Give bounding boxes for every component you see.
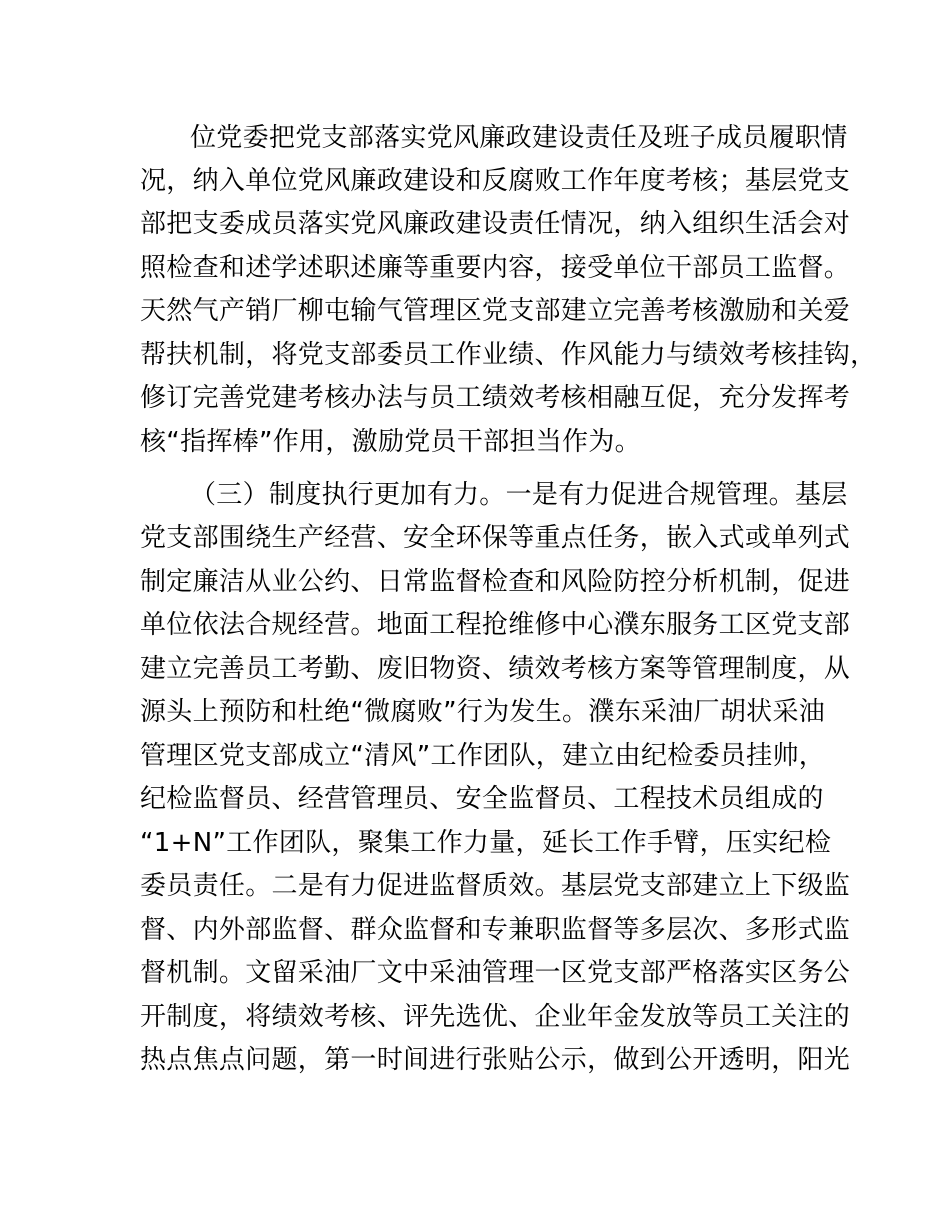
paragraph-2-line-5: 建立完善员工考勤、废旧物资、绩效考核方案等管理制度，从 bbox=[140, 654, 851, 684]
paragraph-2-line-10: 委员责任。二是有力促进监督质效。基层党支部建立上下级监 bbox=[140, 871, 851, 901]
paragraph-2-line-3: 制定廉洁从业公约、日常监督检查和风险防控分析机制，促进 bbox=[140, 567, 851, 597]
paragraph-1-line-2: 况，纳入单位党风廉政建设和反腐败工作年度考核；基层党支 bbox=[140, 166, 851, 196]
paragraph-1-line-4: 照检查和述学述职述廉等重要内容，接受单位干部员工监督。 bbox=[140, 253, 851, 283]
paragraph-2-line-14: 热点焦点问题，第一时间进行张贴公示，做到公开透明，阳光 bbox=[140, 1045, 851, 1075]
paragraph-2-line-12: 督机制。文留采油厂文中采油管理一区党支部严格落实区务公 bbox=[140, 958, 851, 988]
paragraph-2-line-1: （三）制度执行更加有力。一是有力促进合规管理。基层 bbox=[190, 480, 848, 510]
paragraph-1-line-7: 修订完善党建考核办法与员工绩效考核相融互促，充分发挥考 bbox=[140, 383, 851, 413]
paragraph-1-line-8: 核“指挥棒”作用，激励党员干部担当作为。 bbox=[140, 427, 641, 457]
paragraph-1-line-1: 位党委把党支部落实党风廉政建设责任及班子成员履职情 bbox=[190, 123, 848, 153]
paragraph-1-line-6: 帮扶机制，将党支部委员工作业绩、作风能力与绩效考核挂钩， bbox=[140, 340, 877, 370]
paragraph-2-line-4: 单位依法合规经营。地面工程抢维修中心濮东服务工区党支部 bbox=[140, 610, 851, 640]
paragraph-2-line-9: “1+N”工作团队，聚集工作力量，延长工作手臂，压实纪检 bbox=[140, 828, 832, 858]
paragraph-2-line-11: 督、内外部监督、群众监督和专兼职监督等多层次、多形式监 bbox=[140, 915, 851, 945]
paragraph-1-line-3: 部把支委成员落实党风廉政建设责任情况，纳入组织生活会对 bbox=[140, 209, 851, 239]
paragraph-2-line-6: 源头上预防和杜绝“微腐败”行为发生。濮东采油厂胡状采油 bbox=[140, 697, 826, 727]
paragraph-2-line-13: 开制度，将绩效考核、评先选优、企业年金发放等员工关注的 bbox=[140, 1002, 851, 1032]
paragraph-1-line-5: 天然气产销厂柳屯输气管理区党支部建立完善考核激励和关爱 bbox=[140, 296, 851, 326]
paragraph-2-line-7: 管理区党支部成立“清风”工作团队，建立由纪检委员挂帅， bbox=[140, 741, 826, 771]
paragraph-2-line-2: 党支部围绕生产经营、安全环保等重点任务，嵌入式或单列式 bbox=[140, 523, 851, 553]
paragraph-2-line-8: 纪检监督员、经营管理员、安全监督员、工程技术员组成的 bbox=[140, 784, 824, 814]
